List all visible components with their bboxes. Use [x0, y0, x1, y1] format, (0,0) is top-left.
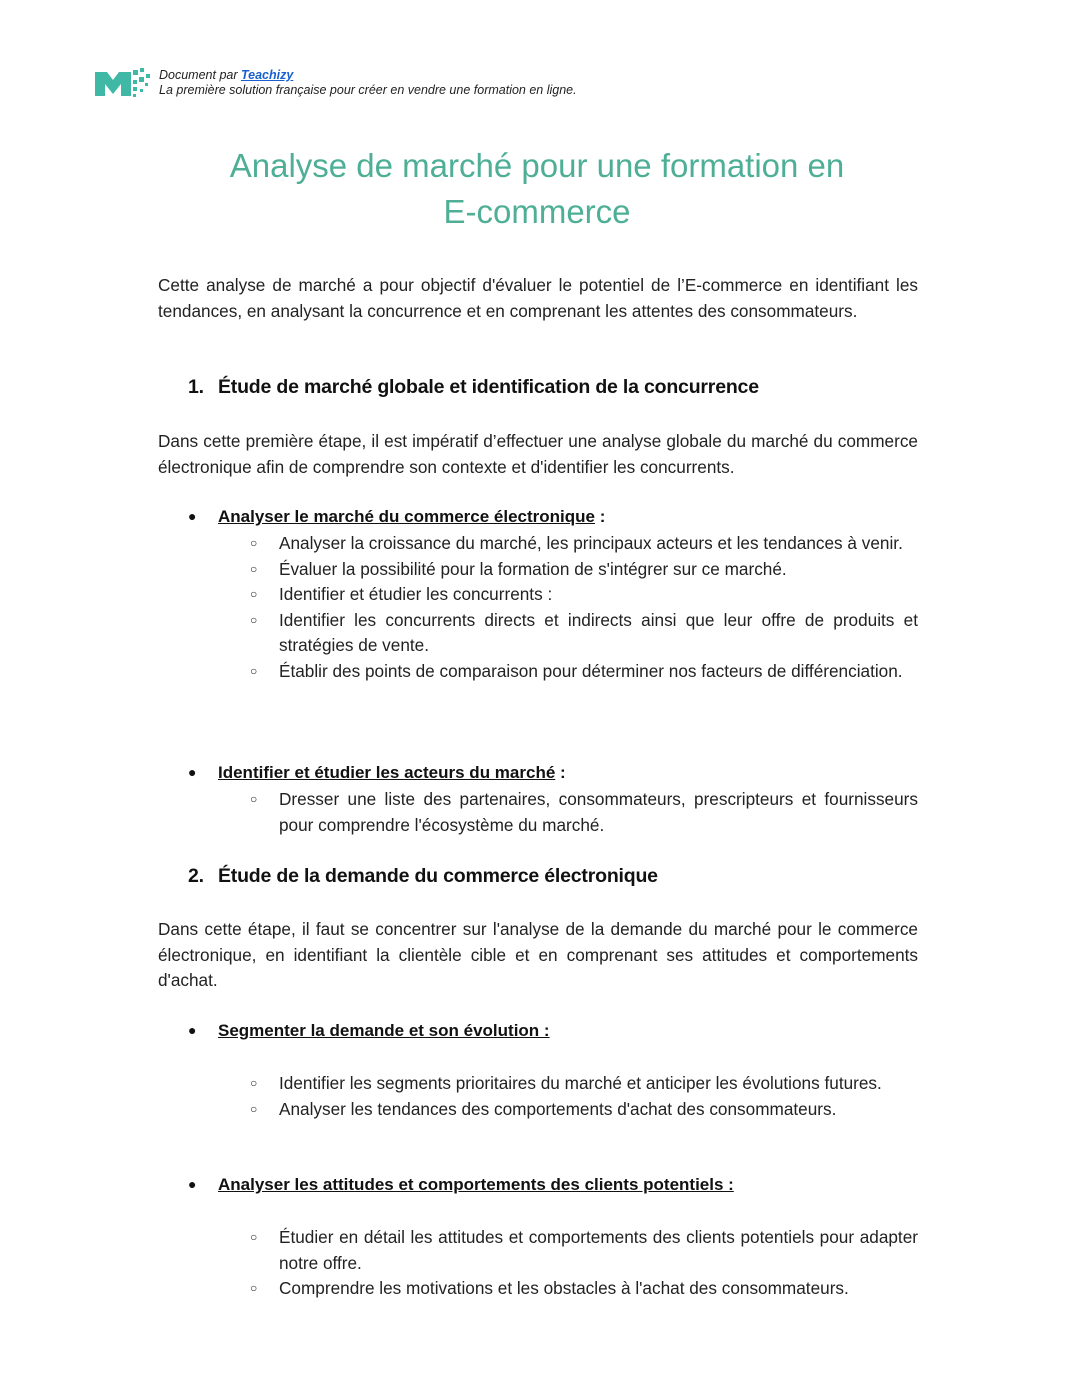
list-item: [250, 1225, 918, 1276]
title-line-2: E-commerce: [443, 193, 631, 230]
section-1-body: Dans cette première étape, il est impératif d’effectuer une analyse globale du marché du commerce électronique afin de comprendre son contexte et d'identifier les concurrents.: [158, 431, 918, 477]
section-2-title: Étude de la demande du commerce électronique: [218, 865, 658, 887]
list-item: [250, 557, 918, 583]
section-1-body-block: [158, 429, 918, 480]
document-header: [95, 66, 577, 102]
list-item-text: Dresser une liste des partenaires, consommateurs, prescripteurs et fournisseurs pour comprendre l'écosystème du marché.: [279, 789, 918, 835]
circle-bullet-icon: ○: [250, 561, 258, 576]
list-item-text: Identifier et étudier les concurrents :: [279, 584, 553, 605]
bullet-segmenter-demande: [188, 1021, 550, 1041]
list-item: [250, 787, 918, 838]
bullet-label: Analyser les attitudes et comportements des clients potentiels :: [218, 1175, 734, 1194]
list-item-text: Analyser la croissance du marché, les principaux acteurs et les tendances à venir.: [279, 533, 903, 553]
list-item-text: Analyser les tendances des comportements d'achat des consommateurs.: [279, 1098, 837, 1119]
title-line-1: Analyse de marché pour une formation en: [229, 147, 845, 184]
list-item-text: Évaluer la possibilité pour la formation de s'intégrer sur ce marché.: [279, 558, 787, 579]
circle-bullet-icon: ○: [250, 612, 258, 627]
list-item: [250, 582, 918, 608]
section-2-body-block: [158, 917, 918, 994]
bullet-dot: ●: [188, 1176, 197, 1192]
header-tagline: La première solution française pour créer en vendre une formation en ligne.: [159, 83, 577, 97]
bullet-dot: ●: [188, 508, 197, 524]
list-item-text: Étudier en détail les attitudes et comportements des clients potentiels pour adapter notre offre.: [279, 1227, 918, 1273]
bullet-dot: ●: [188, 764, 197, 780]
sub-list-analyser-marche: [250, 531, 918, 685]
section-2-heading: [188, 865, 658, 888]
list-item: [250, 531, 918, 557]
circle-bullet-icon: ○: [250, 536, 258, 550]
header-attribution: [159, 68, 577, 83]
list-item: [250, 608, 918, 659]
list-item-text: Comprendre les motivations et les obstacles à l'achat des consommateurs.: [279, 1278, 849, 1299]
list-item-text: Identifier les segments prioritaires du marché et anticiper les évolutions futures.: [279, 1073, 882, 1093]
sub-list-segmenter-demande: [250, 1071, 918, 1122]
bullet-identifier-acteurs: [188, 763, 566, 783]
bullet-label: Segmenter la demande et son évolution :: [218, 1021, 550, 1040]
section-2-number: 2.: [188, 865, 204, 887]
circle-bullet-icon: ○: [250, 587, 258, 602]
header-prefix: Document par: [159, 68, 241, 82]
bullet-label: Identifier et étudier les acteurs du marché: [218, 763, 556, 782]
teachizy-logo: [95, 66, 153, 102]
section-1-number: 1.: [188, 376, 204, 398]
bullet-analyser-attitudes: [188, 1175, 734, 1195]
section-1-heading: [188, 376, 759, 399]
list-item: [250, 1097, 918, 1123]
circle-bullet-icon: ○: [250, 1281, 258, 1296]
circle-bullet-icon: ○: [250, 1076, 258, 1090]
section-1-title: Étude de marché globale et identification de la concurrence: [218, 376, 759, 398]
sub-list-analyser-attitudes: [250, 1225, 918, 1302]
document-title: [0, 143, 1074, 235]
bullet-suffix: :: [595, 507, 606, 526]
header-text: [159, 68, 577, 98]
circle-bullet-icon: ○: [250, 1230, 258, 1244]
intro-paragraph: Cette analyse de marché a pour objectif d'évaluer le potentiel de l’E-commerce en identifiant les tendances, en analysant la concurrence et en comprenant les attentes des consommateurs.: [158, 275, 918, 321]
circle-bullet-icon: ○: [250, 1101, 258, 1116]
bullet-dot: ●: [188, 1022, 197, 1038]
teachizy-link[interactable]: Teachizy: [240, 68, 294, 82]
bullet-analyser-marche: [188, 507, 605, 527]
circle-bullet-icon: ○: [250, 663, 258, 678]
circle-bullet-icon: ○: [250, 792, 258, 806]
intro-block: [158, 273, 918, 324]
list-item-text: Identifier les concurrents directs et indirects ainsi que leur offre de produits et stratégies de vente.: [279, 609, 918, 656]
list-item: [250, 1276, 918, 1302]
list-item: [250, 1071, 918, 1097]
list-item-text: Établir des points de comparaison pour déterminer nos facteurs de différenciation.: [279, 660, 903, 681]
section-2-body: Dans cette étape, il faut se concentrer sur l'analyse de la demande du marché pour le commerce électronique, en identifiant la clientèle cible et en comprenant ses attitudes et comportements d'achat.: [158, 919, 918, 991]
bullet-suffix: :: [555, 763, 566, 782]
bullet-label: Analyser le marché du commerce électronique: [218, 507, 595, 526]
list-item: [250, 659, 918, 685]
sub-list-identifier-acteurs: [250, 787, 918, 838]
